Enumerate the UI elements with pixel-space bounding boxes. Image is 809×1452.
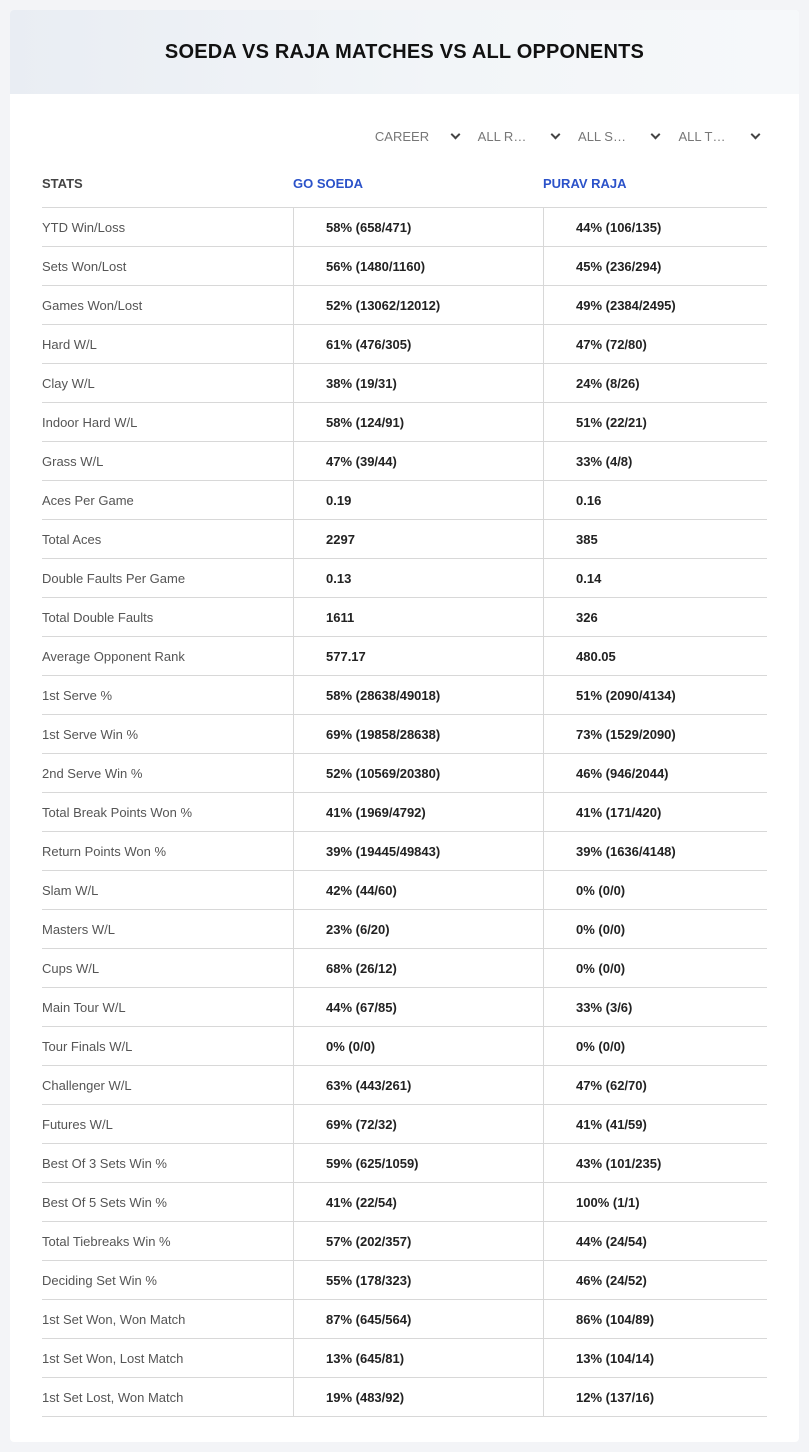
chevron-down-icon xyxy=(651,129,661,139)
table-row xyxy=(42,403,767,442)
player1-value: 52% (10569/20380) xyxy=(293,754,543,792)
player2-value: 41% (171/420) xyxy=(543,793,767,831)
stat-label: Main Tour W/L xyxy=(42,999,126,1015)
player1-value: 58% (124/91) xyxy=(293,403,543,441)
table-row xyxy=(42,715,767,754)
player2-value: 46% (946/2044) xyxy=(543,754,767,792)
player1-value: 39% (19445/49843) xyxy=(293,832,543,870)
table-row xyxy=(42,1300,767,1339)
player1-value: 38% (19/31) xyxy=(293,364,543,402)
player1-value: 0.19 xyxy=(293,481,543,519)
table-row xyxy=(42,754,767,793)
chevron-down-icon xyxy=(551,129,561,139)
player2-value: 33% (4/8) xyxy=(543,442,767,480)
stats-card xyxy=(10,10,799,1442)
player2-value: 46% (24/52) xyxy=(543,1261,767,1299)
table-row xyxy=(42,949,767,988)
player1-value: 42% (44/60) xyxy=(293,871,543,909)
player1-value: 41% (1969/4792) xyxy=(293,793,543,831)
player1-value: 58% (28638/49018) xyxy=(293,676,543,714)
stat-label: Sets Won/Lost xyxy=(42,258,127,274)
player1-value: 55% (178/323) xyxy=(293,1261,543,1299)
stat-label: Best Of 5 Sets Win % xyxy=(42,1194,167,1210)
filter-tournament-dropdown[interactable] xyxy=(665,126,765,146)
player1-value: 47% (39/44) xyxy=(293,442,543,480)
filter-round-dropdown[interactable] xyxy=(465,126,565,146)
player2-value: 44% (106/135) xyxy=(543,208,767,246)
filter-label: ALL S… xyxy=(578,128,626,144)
player1-value: 59% (625/1059) xyxy=(293,1144,543,1182)
player1-value: 68% (26/12) xyxy=(293,949,543,987)
player1-link[interactable]: GO SOEDA xyxy=(293,176,364,191)
player1-value: 44% (67/85) xyxy=(293,988,543,1026)
stat-label: 1st Serve % xyxy=(42,687,113,703)
filter-label: ALL T… xyxy=(678,128,726,144)
player2-value: 43% (101/235) xyxy=(543,1144,767,1182)
player2-value: 0% (0/0) xyxy=(543,949,767,987)
filter-period-dropdown[interactable] xyxy=(365,126,465,146)
player1-value: 87% (645/564) xyxy=(293,1300,543,1338)
table-row xyxy=(42,481,767,520)
player2-value: 51% (22/21) xyxy=(543,403,767,441)
page-title: SOEDA VS RAJA MATCHES VS ALL OPPONENTS xyxy=(164,40,645,63)
column-header-stats: STATS xyxy=(42,176,83,191)
stat-label: Masters W/L xyxy=(42,921,115,937)
player2-value: 45% (236/294) xyxy=(543,247,767,285)
table-header xyxy=(42,160,767,208)
player2-value: 51% (2090/4134) xyxy=(543,676,767,714)
player2-value: 0% (0/0) xyxy=(543,871,767,909)
stat-label: Futures W/L xyxy=(42,1116,113,1132)
player1-value: 58% (658/471) xyxy=(293,208,543,246)
player1-value: 19% (483/92) xyxy=(293,1378,543,1416)
table-row xyxy=(42,247,767,286)
stats-table xyxy=(42,160,767,1417)
player2-value: 385 xyxy=(543,520,767,558)
stat-label: Total Double Faults xyxy=(42,609,154,625)
table-row xyxy=(42,910,767,949)
filter-label: CAREER xyxy=(374,128,430,144)
stat-label: Return Points Won % xyxy=(42,843,167,859)
table-row xyxy=(42,364,767,403)
stat-label: Games Won/Lost xyxy=(42,297,143,313)
stat-label: Indoor Hard W/L xyxy=(42,414,138,430)
player1-value: 61% (476/305) xyxy=(293,325,543,363)
player1-value: 577.17 xyxy=(293,637,543,675)
stat-label: Total Break Points Won % xyxy=(42,804,193,820)
stat-label: Grass W/L xyxy=(42,453,104,469)
table-row xyxy=(42,598,767,637)
stat-label: 1st Set Lost, Won Match xyxy=(42,1389,184,1405)
player2-value: 33% (3/6) xyxy=(543,988,767,1026)
table-row xyxy=(42,1222,767,1261)
stat-label: Clay W/L xyxy=(42,375,95,391)
player2-value: 480.05 xyxy=(543,637,767,675)
table-row xyxy=(42,1144,767,1183)
table-body xyxy=(42,208,767,1417)
stat-label: Total Aces xyxy=(42,531,102,547)
table-row xyxy=(42,325,767,364)
player1-value: 52% (13062/12012) xyxy=(293,286,543,324)
table-row xyxy=(42,793,767,832)
table-row xyxy=(42,988,767,1027)
stat-label: Challenger W/L xyxy=(42,1077,132,1093)
player2-value: 0.16 xyxy=(543,481,767,519)
stat-label: Tour Finals W/L xyxy=(42,1038,133,1054)
stat-label: Deciding Set Win % xyxy=(42,1272,157,1288)
player1-value: 69% (72/32) xyxy=(293,1105,543,1143)
stat-label: Total Tiebreaks Win % xyxy=(42,1233,171,1249)
player2-value: 41% (41/59) xyxy=(543,1105,767,1143)
table-row xyxy=(42,871,767,910)
player1-value: 23% (6/20) xyxy=(293,910,543,948)
table-row xyxy=(42,559,767,598)
player1-value: 2297 xyxy=(293,520,543,558)
player1-value: 56% (1480/1160) xyxy=(293,247,543,285)
stat-label: YTD Win/Loss xyxy=(42,219,126,235)
player1-value: 0.13 xyxy=(293,559,543,597)
player2-value: 326 xyxy=(543,598,767,636)
player2-value: 49% (2384/2495) xyxy=(543,286,767,324)
stat-label: Hard W/L xyxy=(42,336,97,352)
player1-value: 69% (19858/28638) xyxy=(293,715,543,753)
filter-surface-dropdown[interactable] xyxy=(565,126,665,146)
player2-value: 73% (1529/2090) xyxy=(543,715,767,753)
player1-value: 13% (645/81) xyxy=(293,1339,543,1377)
stat-label: Cups W/L xyxy=(42,960,100,976)
player2-value: 47% (72/80) xyxy=(543,325,767,363)
stat-label: 1st Serve Win % xyxy=(42,726,139,742)
filter-label: ALL R… xyxy=(477,128,527,144)
player2-value: 13% (104/14) xyxy=(543,1339,767,1377)
table-row xyxy=(42,208,767,247)
player2-value: 24% (8/26) xyxy=(543,364,767,402)
stat-label: Slam W/L xyxy=(42,882,99,898)
player1-value: 41% (22/54) xyxy=(293,1183,543,1221)
player2-value: 0% (0/0) xyxy=(543,910,767,948)
player2-value: 86% (104/89) xyxy=(543,1300,767,1338)
table-row xyxy=(42,1183,767,1222)
player2-value: 47% (62/70) xyxy=(543,1066,767,1104)
stat-label: 1st Set Won, Won Match xyxy=(42,1311,186,1327)
player1-value: 0% (0/0) xyxy=(293,1027,543,1065)
table-row xyxy=(42,1105,767,1144)
card-header xyxy=(10,10,799,94)
stat-label: Best Of 3 Sets Win % xyxy=(42,1155,167,1171)
player2-value: 0% (0/0) xyxy=(543,1027,767,1065)
table-row xyxy=(42,1378,767,1417)
player1-value: 1611 xyxy=(293,598,543,636)
chevron-down-icon xyxy=(751,129,761,139)
player1-value: 63% (443/261) xyxy=(293,1066,543,1104)
stat-label: Double Faults Per Game xyxy=(42,570,186,586)
player2-value: 44% (24/54) xyxy=(543,1222,767,1260)
stat-label: Average Opponent Rank xyxy=(42,648,185,664)
filter-bar xyxy=(365,126,765,146)
chevron-down-icon xyxy=(451,129,461,139)
table-row xyxy=(42,1027,767,1066)
player2-value: 100% (1/1) xyxy=(543,1183,767,1221)
table-row xyxy=(42,1261,767,1300)
player2-link[interactable]: PURAV RAJA xyxy=(543,176,627,191)
player2-value: 0.14 xyxy=(543,559,767,597)
player2-value: 39% (1636/4148) xyxy=(543,832,767,870)
player1-value: 57% (202/357) xyxy=(293,1222,543,1260)
table-row xyxy=(42,832,767,871)
table-row xyxy=(42,637,767,676)
table-row xyxy=(42,442,767,481)
stat-label: 1st Set Won, Lost Match xyxy=(42,1350,184,1366)
table-row xyxy=(42,676,767,715)
table-row xyxy=(42,1339,767,1378)
table-row xyxy=(42,520,767,559)
stat-label: 2nd Serve Win % xyxy=(42,765,143,781)
table-row xyxy=(42,286,767,325)
table-row xyxy=(42,1066,767,1105)
player2-value: 12% (137/16) xyxy=(543,1378,767,1416)
stat-label: Aces Per Game xyxy=(42,492,134,508)
